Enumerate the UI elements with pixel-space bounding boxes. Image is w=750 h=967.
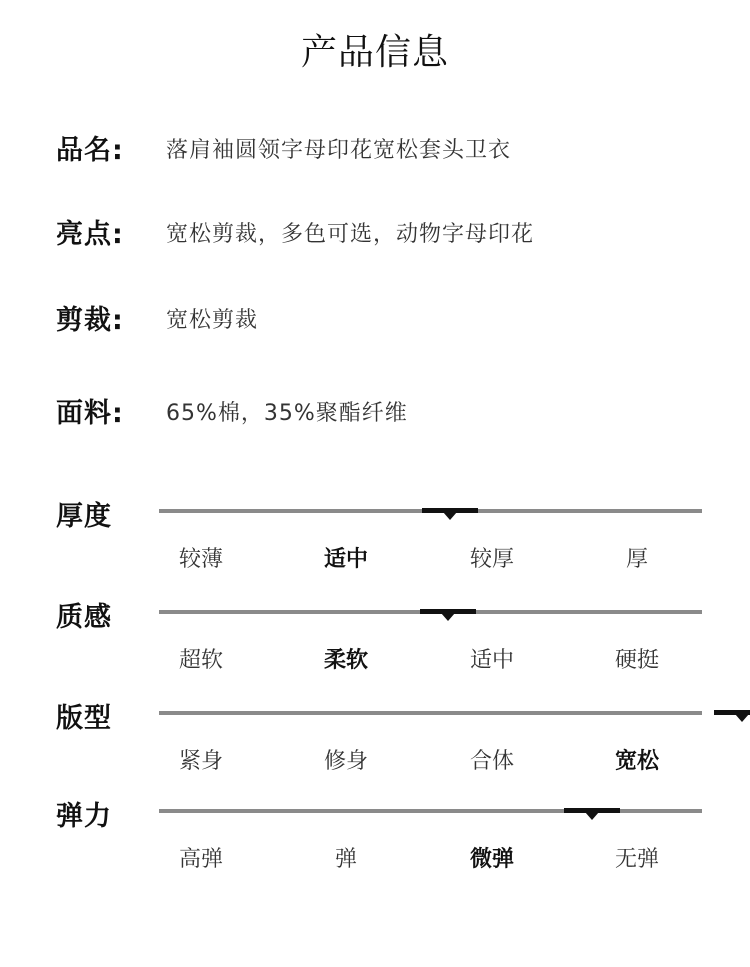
scale-option: 硬挺 xyxy=(614,648,659,673)
info-value: 宽松剪裁 xyxy=(166,308,259,333)
scale-track xyxy=(159,610,702,614)
scale-track xyxy=(159,509,702,513)
info-value: 落肩袖圆领字母印花宽松套头卫衣 xyxy=(166,138,512,163)
info-row-fabric xyxy=(56,391,716,431)
scale-option: 柔软 xyxy=(323,648,368,673)
scale-option: 厚 xyxy=(625,547,648,572)
scale-option: 超软 xyxy=(178,648,223,673)
scale-option: 适中 xyxy=(469,648,514,673)
scale-texture xyxy=(56,595,716,685)
scale-option: 合体 xyxy=(469,749,514,774)
info-label: 品名: xyxy=(56,135,124,166)
scale-option: 弹 xyxy=(334,847,357,872)
scale-option: 适中 xyxy=(323,547,368,572)
info-label: 剪裁: xyxy=(56,305,124,336)
scale-option: 修身 xyxy=(323,749,368,774)
scale-label: 弹力 xyxy=(56,801,112,832)
scale-marker xyxy=(422,508,478,513)
info-row-cut xyxy=(56,298,716,338)
scale-marker xyxy=(420,609,476,614)
scale-marker xyxy=(714,710,750,715)
info-row-highlight xyxy=(56,212,716,252)
scale-label: 厚度 xyxy=(56,501,112,532)
scale-marker xyxy=(564,808,620,813)
scale-option: 较厚 xyxy=(469,547,514,572)
info-label: 面料: xyxy=(56,398,124,429)
scale-option: 高弹 xyxy=(178,847,223,872)
scale-elasticity xyxy=(56,794,716,884)
info-value: 65%棉，35%聚酯纤维 xyxy=(166,401,408,426)
scale-thickness xyxy=(56,494,716,584)
scale-option: 无弹 xyxy=(614,847,659,872)
info-row-name xyxy=(56,128,716,168)
scale-track xyxy=(159,711,702,715)
page-title: 产品信息 xyxy=(300,32,449,73)
scale-option: 紧身 xyxy=(178,749,223,774)
scale-fit xyxy=(56,696,716,786)
info-value: 宽松剪裁，多色可选，动物字母印花 xyxy=(166,222,535,247)
scale-label: 质感 xyxy=(56,602,112,633)
scale-label: 版型 xyxy=(56,703,112,734)
scale-track xyxy=(159,809,702,813)
scale-option: 宽松 xyxy=(614,749,659,774)
scale-option: 微弹 xyxy=(469,847,514,872)
info-label: 亮点: xyxy=(56,219,124,250)
scale-option: 较薄 xyxy=(178,547,223,572)
